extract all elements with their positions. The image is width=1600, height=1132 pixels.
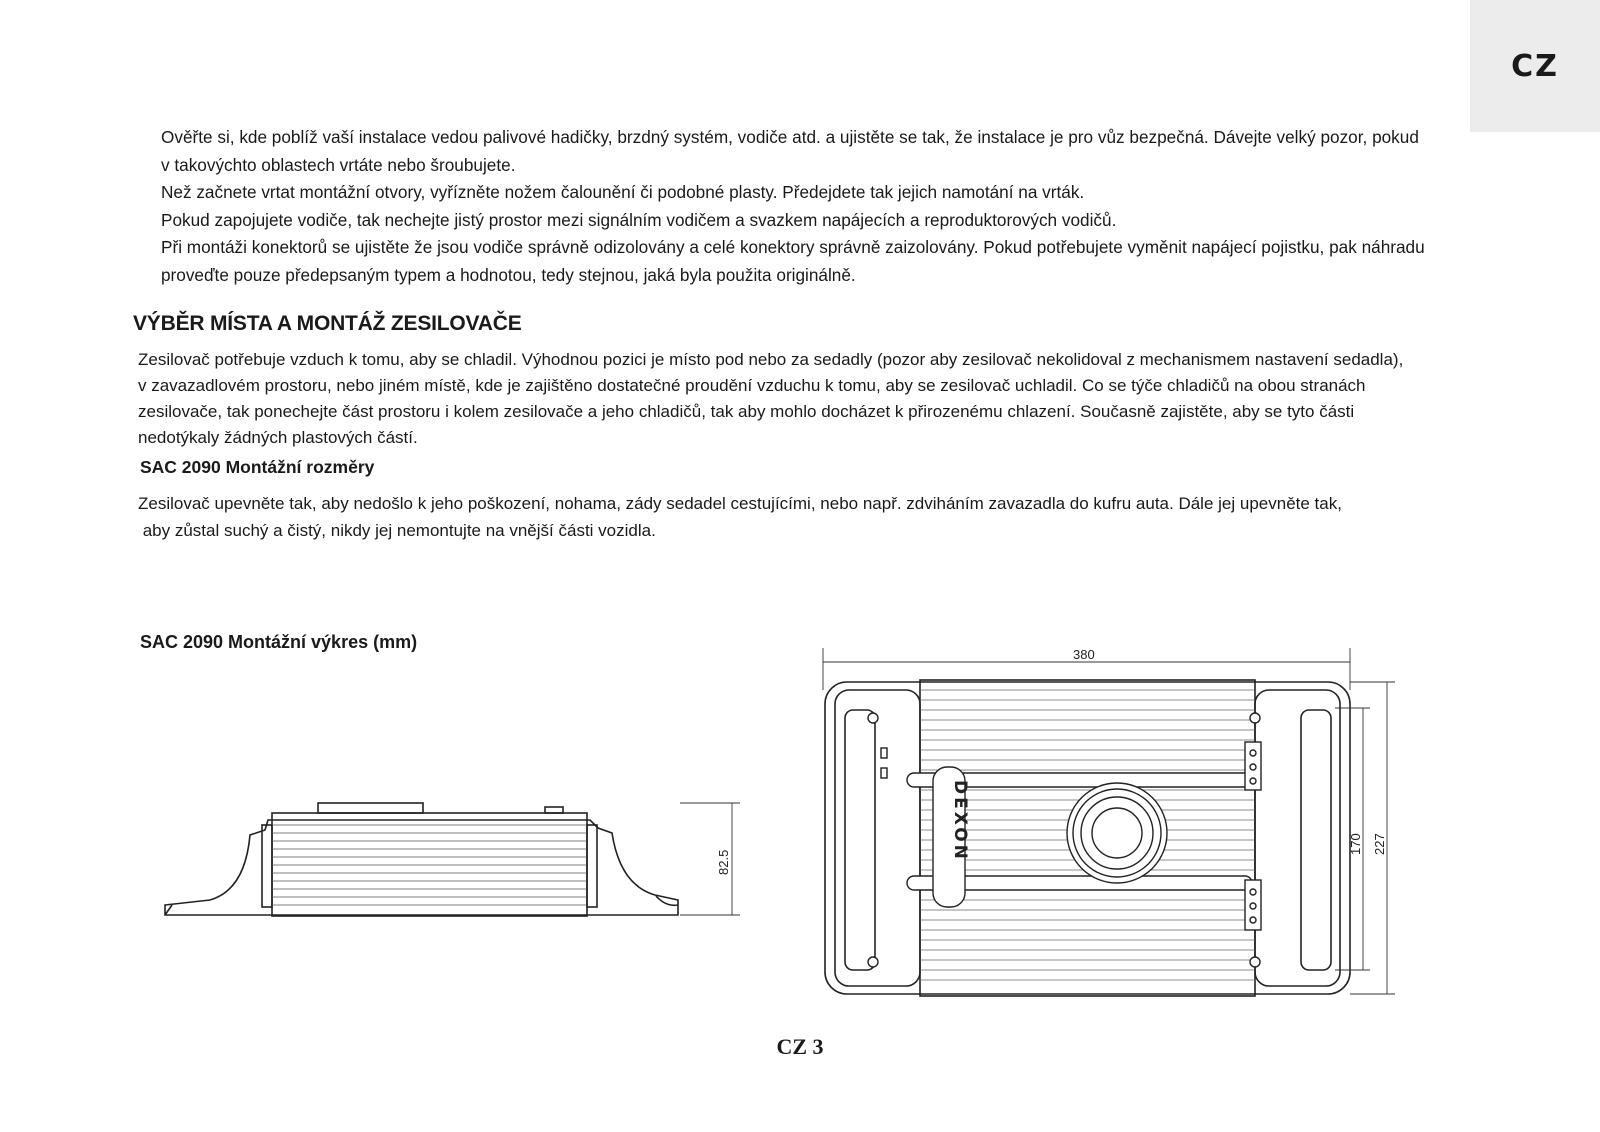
mounting-paragraph	[138, 490, 1342, 544]
airflow-line: v zavazadlovém prostoru, nebo jiném místě, kde je zajištěno dostatečné proudění vzduchu k tomu, aby se zesilovač uchladil. Co se týče chladičů na obou stranách	[138, 376, 1366, 395]
top-width-dimension: 380	[1073, 647, 1095, 662]
mounting-line: aby zůstal suchý a čistý, nikdy jej nemontujte na vnější části vozidla.	[138, 521, 656, 540]
inner-height-dimension: 170	[1348, 833, 1363, 855]
intro-line: proveďte pouze předepsaným typem a hodnotou, tedy stejnou, jaká byla použita originálně.	[161, 264, 856, 285]
outer-height-dimension: 227	[1372, 833, 1387, 855]
language-tab-label: CZ	[1511, 48, 1559, 84]
brand-logo: DEXON	[950, 780, 970, 862]
page-number: CZ 3	[776, 1034, 824, 1059]
side-view-drawing	[150, 795, 770, 945]
airflow-line: zesilovače, tak ponechejte část prostoru i kolem zesilovače a jeho chladičů, tak aby mohlo docházet k přirozenému chlazení. Současně zajistěte, aby se tyto části	[138, 402, 1355, 421]
side-height-dimension: 82.5	[716, 849, 731, 875]
intro-line: v takovýchto oblastech vrtáte nebo šroubujete.	[161, 154, 516, 175]
intro-line: Při montáži konektorů se ujistěte že jsou vodiče správně odizolovány a celé konektory správně zaizolovány. Pokud potřebujete vyměnit napájecí pojistku, pak náhradu	[161, 237, 1425, 257]
intro-paragraph	[161, 124, 1425, 289]
mounting-dimensions-heading: SAC 2090 Montážní rozměry	[140, 457, 375, 477]
intro-line: Pokud zapojujete vodiče, tak nechejte jistý prostor mezi signálním vodičem a svazkem napájecích a reproduktorových vodičů.	[161, 209, 1117, 230]
drawing-caption: SAC 2090 Montážní výkres (mm)	[140, 632, 418, 652]
top-view-drawing	[815, 640, 1405, 1020]
section-title: VÝBĚR MÍSTA A MONTÁŽ ZESILOVAČE	[133, 312, 522, 335]
mounting-line: Zesilovač upevněte tak, aby nedošlo k jeho poškození, nohama, zády sedadel cestujícími, nebo např. zdviháním zavazadla do kufru auta. Dále jej upevněte tak,	[138, 494, 1342, 513]
airflow-line: nedotýkaly žádných plastových částí.	[138, 428, 418, 447]
airflow-paragraph	[138, 347, 1403, 451]
intro-line: Ověřte si, kde poblíž vaší instalace vedou palivové hadičky, brzdný systém, vodiče atd. a ujistěte se tak, že instalace je pro vůz bezpečná. Dávejte velký pozor, pokud	[161, 127, 1419, 147]
intro-line: Než začnete vrtat montážní otvory, vyřízněte nožem čalounění či podobné plasty. Předejdete tak jejich namotání na vrták.	[161, 182, 1085, 202]
language-tab	[1470, 0, 1600, 132]
airflow-line: Zesilovač potřebuje vzduch k tomu, aby se chladil. Výhodnou pozici je místo pod nebo za sedadly (pozor aby zesilovač nekolidoval z mechanismem nastavení sedadla),	[138, 350, 1404, 369]
side-fins	[272, 825, 587, 905]
